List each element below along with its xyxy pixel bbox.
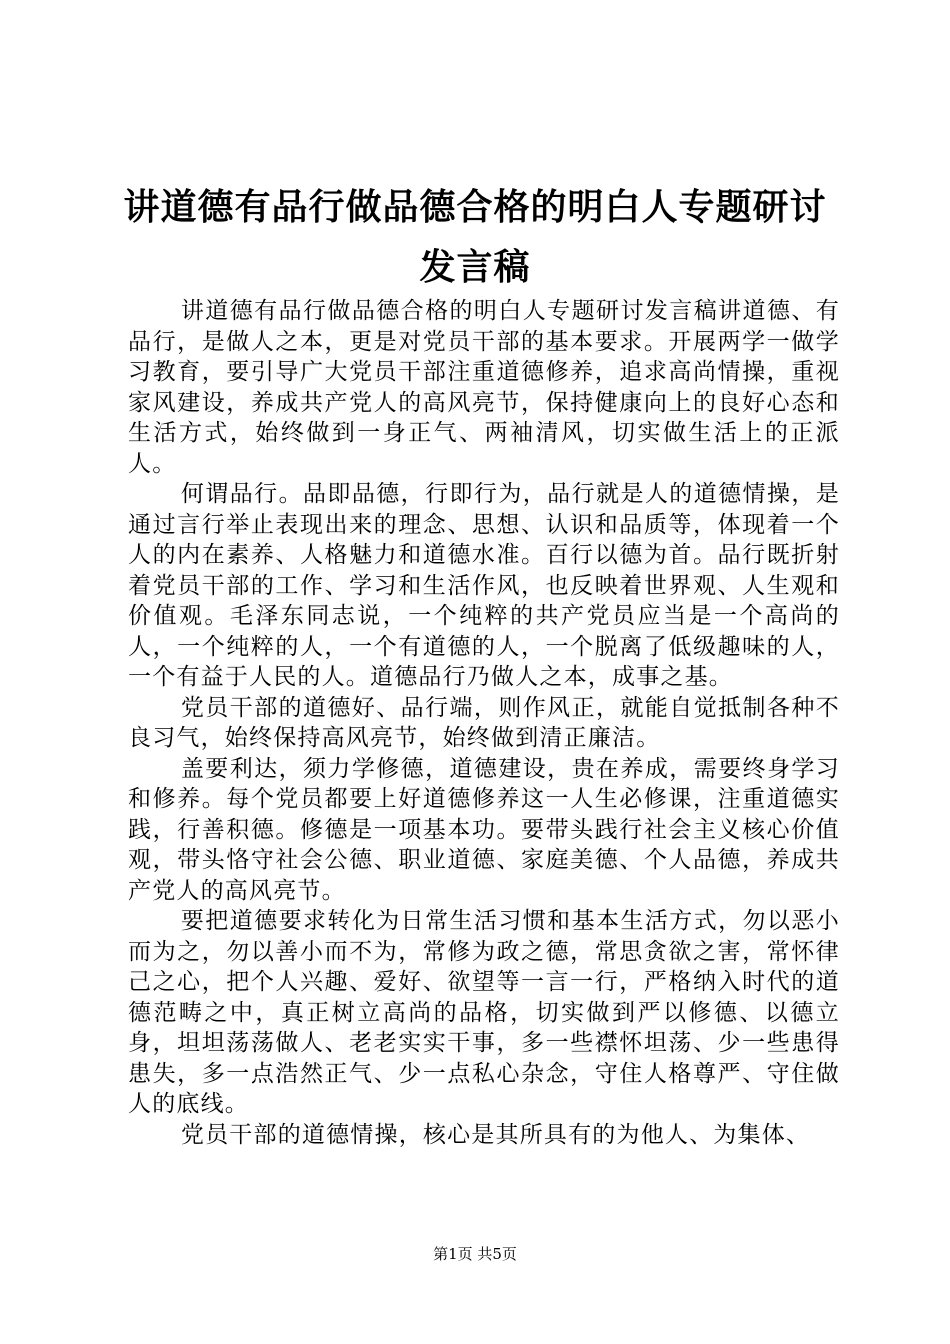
paragraph-5: 要把道德要求转化为日常生活习惯和基本生活方式，勿以恶小而为之，勿以善小而不为，常修为政之德，常思贪欲之害，常怀律己之心，把个人兴趣、爱好、欲望等一言一行，严格纳入时代的道德范畴之中，真正树立高尚的品格，切实做到严以修德、以德立身，坦坦荡荡做人、老老实实干事，多一些襟怀坦荡、少一些患得患失，多一点浩然正气、少一点私心杂念，守住人格尊严、守住做人的底线。 — [128, 908, 840, 1117]
paragraph-3: 党员干部的道德好、品行端，则作风正，就能自觉抵制各种不良习气，始终保持高风亮节，始终做到清正廉洁。 — [128, 694, 840, 751]
paragraph-2: 何谓品行。品即品德，行即行为，品行就是人的道德情操，是通过言行举止表现出来的理念、思想、认识和品质等，体现着一个人的内在素养、人格魅力和道德水准。百行以德为首。品行既折射着党员干部的工作、学习和生活作风，也反映着世界观、人生观和价值观。毛泽东同志说，一个纯粹的共产党员应当是一个高尚的人，一个纯粹的人，一个有道德的人，一个脱离了低级趣味的人，一个有益于人民的人。道德品行乃做人之本，成事之基。 — [128, 481, 840, 690]
paragraph-4: 盖要利达，须力学修德，道德建设，贵在养成，需要终身学习和修养。每个党员都要上好道德修养这一人生必修课，注重道德实践，行善积德。修德是一项基本功。要带头践行社会主义核心价值观，带头恪守社会公德、职业道德、家庭美德、个人品德，养成共产党人的高风亮节。 — [128, 755, 840, 904]
document-title: 讲道德有品行做品德合格的明白人专题研讨发言稿 — [123, 187, 827, 288]
paragraph-1: 讲道德有品行做品德合格的明白人专题研讨发言稿讲道德、有品行，是做人之本，更是对党员干部的基本要求。开展两学一做学习教育，要引导广大党员干部注重道德修养，追求高尚情操，重视家风建设，养成共产党人的高风亮节，保持健康向上的良好心态和生活方式，始终做到一身正气、两袖清风，切实做生活上的正派人。 — [128, 298, 840, 477]
document-body — [128, 296, 840, 1150]
paragraph-6: 党员干部的道德情操，核心是其所具有的为他人、为集体、 — [180, 1121, 811, 1148]
page-footer: 第1页 共5页 — [433, 1245, 517, 1263]
